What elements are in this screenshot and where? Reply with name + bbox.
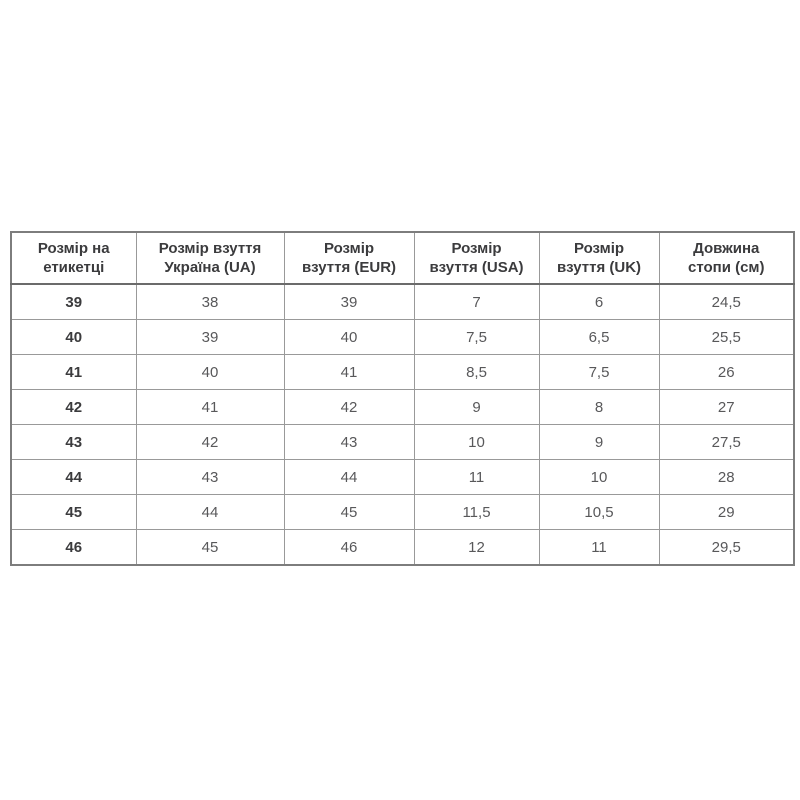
eur-size-cell: 43	[284, 425, 414, 460]
ua-size-cell: 38	[136, 284, 284, 320]
uk-size-cell: 6,5	[539, 320, 659, 355]
foot-length-cell: 29,5	[659, 530, 794, 566]
eur-size-cell: 39	[284, 284, 414, 320]
header-ua-size	[136, 232, 284, 284]
ua-size-cell: 42	[136, 425, 284, 460]
uk-size-cell: 7,5	[539, 355, 659, 390]
table-body	[11, 284, 794, 565]
header-line: Україна (UA)	[164, 259, 256, 276]
header-line: Розмір взуття	[158, 240, 262, 257]
header-line: взуття (EUR)	[301, 259, 397, 276]
eur-size-cell: 46	[284, 530, 414, 566]
ua-size-cell: 43	[136, 460, 284, 495]
eur-size-cell: 42	[284, 390, 414, 425]
shoe-size-table	[10, 231, 795, 566]
table-row	[11, 320, 794, 355]
header-line: Розмір	[573, 240, 625, 257]
usa-size-cell: 10	[414, 425, 539, 460]
usa-size-cell: 9	[414, 390, 539, 425]
ua-size-cell: 40	[136, 355, 284, 390]
label-size-cell: 40	[11, 320, 136, 355]
uk-size-cell: 11	[539, 530, 659, 566]
usa-size-cell: 7	[414, 284, 539, 320]
uk-size-cell: 8	[539, 390, 659, 425]
label-size-cell: 39	[11, 284, 136, 320]
header-row	[11, 232, 794, 284]
header-label-size	[11, 232, 136, 284]
usa-size-cell: 7,5	[414, 320, 539, 355]
foot-length-cell: 24,5	[659, 284, 794, 320]
table-row	[11, 530, 794, 566]
foot-length-cell: 27,5	[659, 425, 794, 460]
header-line: Розмір	[451, 240, 502, 257]
header-line: стопи (см)	[687, 259, 765, 276]
foot-length-cell: 26	[659, 355, 794, 390]
label-size-cell: 45	[11, 495, 136, 530]
usa-size-cell: 8,5	[414, 355, 539, 390]
foot-length-cell: 29	[659, 495, 794, 530]
uk-size-cell: 10,5	[539, 495, 659, 530]
label-size-cell: 43	[11, 425, 136, 460]
header-uk-size	[539, 232, 659, 284]
ua-size-cell: 44	[136, 495, 284, 530]
header-line: Розмір на	[37, 240, 110, 257]
table-row	[11, 425, 794, 460]
header-line: взуття (USA)	[429, 259, 524, 276]
label-size-cell: 46	[11, 530, 136, 566]
header-eur-size	[284, 232, 414, 284]
uk-size-cell: 10	[539, 460, 659, 495]
ua-size-cell: 41	[136, 390, 284, 425]
table-header	[11, 232, 794, 284]
eur-size-cell: 40	[284, 320, 414, 355]
ua-size-cell: 45	[136, 530, 284, 566]
foot-length-cell: 25,5	[659, 320, 794, 355]
usa-size-cell: 11	[414, 460, 539, 495]
uk-size-cell: 6	[539, 284, 659, 320]
eur-size-cell: 41	[284, 355, 414, 390]
eur-size-cell: 44	[284, 460, 414, 495]
header-usa-size	[414, 232, 539, 284]
label-size-cell: 41	[11, 355, 136, 390]
table-row	[11, 355, 794, 390]
label-size-cell: 44	[11, 460, 136, 495]
usa-size-cell: 12	[414, 530, 539, 566]
header-line: етикетці	[43, 259, 105, 276]
uk-size-cell: 9	[539, 425, 659, 460]
table-row	[11, 460, 794, 495]
header-line: Довжина	[693, 240, 760, 257]
usa-size-cell: 11,5	[414, 495, 539, 530]
ua-size-cell: 39	[136, 320, 284, 355]
header-line: Розмір	[323, 240, 375, 257]
header-foot-length	[659, 232, 794, 284]
foot-length-cell: 27	[659, 390, 794, 425]
table-row	[11, 284, 794, 320]
label-size-cell: 42	[11, 390, 136, 425]
table-row	[11, 390, 794, 425]
header-line: взуття (UK)	[556, 259, 642, 276]
table-row	[11, 495, 794, 530]
foot-length-cell: 28	[659, 460, 794, 495]
eur-size-cell: 45	[284, 495, 414, 530]
